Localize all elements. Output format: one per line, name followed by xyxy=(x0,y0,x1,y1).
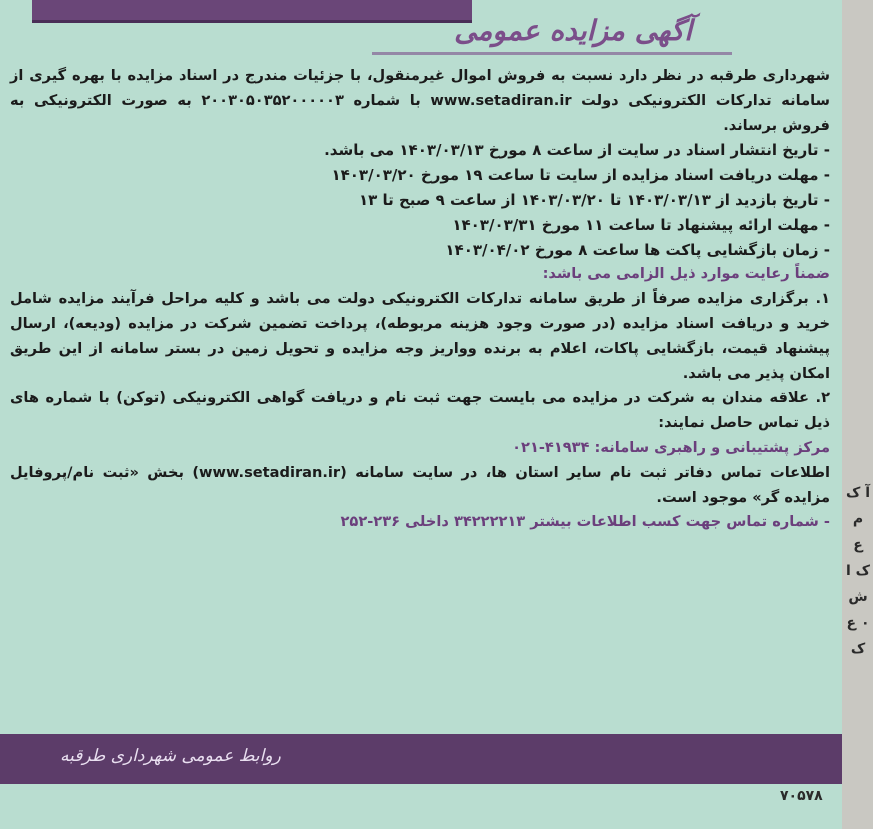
contact-line: - شماره تماس جهت کسب اطلاعات بیشتر ۳۴۲۲۲۲۱۳ داخلی ۲۳۶-۲۵۲ xyxy=(340,513,830,531)
adjacent-column-fragment: آ ک م ع ک ا ش ۰ ع ک xyxy=(845,485,870,657)
registration-info: اطلاعات تماس دفاتر ثبت نام سایر استان ها، در سایت سامانه (www.setadiran.ir) بخش «ثبت نام/پروفایل مزایده گر» موجود است. xyxy=(10,463,830,506)
footer-signature: روابط عمومی شهرداری طرقبه xyxy=(60,746,281,766)
ad-title: آگهی مزایده عمومی xyxy=(454,14,692,47)
date-publish: - تاریخ انتشار اسناد در سایت از ساعت ۸ مورخ ۱۴۰۳/۰۳/۱۳ می باشد. xyxy=(324,141,830,160)
date-opening: - زمان بازگشایی پاکت ها ساعت ۸ مورخ ۱۴۰۳/۰۴/۰۲ xyxy=(445,240,830,259)
requirement-1: ۱. برگزاری مزایده صرفاً از طریق سامانه تدارکات الکترونیکی دولت می باشد و کلیه مراحل فرآیند مزایده شامل خرید و دریافت اسناد مزایده (در صورت وجود هزینه مربوطه)، پرداخت تضمین شرکت در مزایده (ودیعه)، ارسال پیشنهاد قیمت، بازگشایی پاکات، اعلام به برنده وواریز وجه مزایده و تحویل زمین در بستر سامانه از این طریق امکان پذیر می باشد. xyxy=(10,290,830,382)
date-offer-deadline: - مهلت ارائه پیشنهاد تا ساعت ۱۱ مورخ ۱۴۰۳/۰۳/۳۱ xyxy=(452,215,830,234)
requirements-heading: ضمناً رعایت موارد ذیل الزامی می باشد: xyxy=(542,265,830,283)
intro-paragraph: شهرداری طرقبه در نظر دارد نسبت به فروش اموال غیرمنقول، با جزئیات مندرج در اسناد مزایده با بهره گیری از سامانه تدارکات الکترونیکی دولت www.setadiran.ir با شماره ۲۰۰۳۰۵۰۳۵۲۰۰۰۰۰۳ به صورت الکترونیکی به فروش برساند. xyxy=(10,67,830,134)
title-underline xyxy=(372,52,732,55)
date-document-deadline: - مهلت دریافت اسناد مزایده از سایت تا ساعت ۱۹ مورخ ۱۴۰۳/۰۳/۲۰ xyxy=(331,166,830,185)
date-visit: - تاریخ بازدید از ۱۴۰۳/۰۳/۱۳ تا ۱۴۰۳/۰۳/۲۰ از ساعت ۹ صبح تا ۱۳ xyxy=(358,190,830,209)
ad-code: ۷۰۵۷۸ xyxy=(780,788,823,804)
footer-band xyxy=(0,734,842,784)
ad-body xyxy=(10,64,830,535)
support-heading: مرکز پشتیبانی و راهبری سامانه: ۴۱۹۳۴-۰۲۱ xyxy=(512,438,830,456)
requirement-2: ۲. علاقه مندان به شرکت در مزایده می بایست جهت ثبت نام و دریافت گواهی الکترونیکی (توکن) با شماره های ذیل تماس حاصل نمایند: xyxy=(10,389,830,432)
top-decorative-band xyxy=(32,0,472,23)
